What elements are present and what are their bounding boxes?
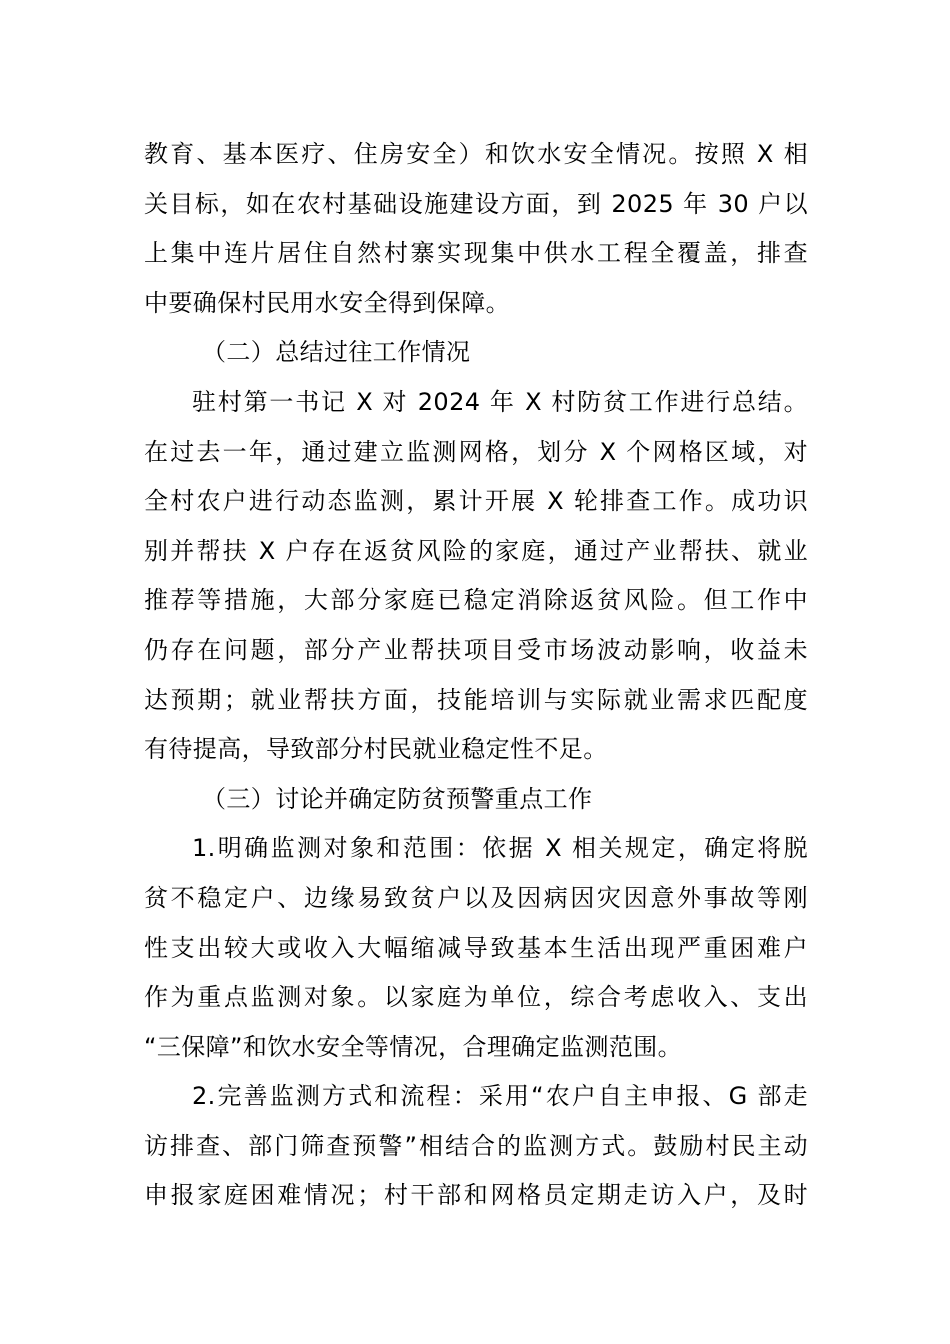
paragraph-line: 性支出较大或收入大幅缩减导致基本生活出现严重困难户 <box>144 933 808 962</box>
paragraph-line: 1.明确监测对象和范围：依据 X 相关规定，确定将脱 <box>192 834 808 863</box>
paragraph-line: 仍存在问题，部分产业帮扶项目受市场波动影响，收益未 <box>144 635 808 664</box>
paragraph-line: 全村农户进行动态监测，累计开展 X 轮排查工作。成功识 <box>144 487 808 516</box>
paragraph-line: 推荐等措施，大部分家庭已稳定消除返贫风险。但工作中 <box>144 586 808 615</box>
paragraph-line: 教育、基本医疗、住房安全）和饮水安全情况。按照 X 相 <box>144 140 808 168</box>
paragraph-line: 2.完善监测方式和流程：采用“农户自主申报、G 部走 <box>192 1082 808 1111</box>
section-heading-2: （二）总结过往工作情况 <box>202 338 471 367</box>
paragraph-line: 访排查、部门筛查预警”相结合的监测方式。鼓励村民主动 <box>144 1131 808 1160</box>
paragraph-line: 作为重点监测对象。以家庭为单位，综合考虑收入、支出 <box>144 983 808 1012</box>
paragraph-line: 有待提高，导致部分村民就业稳定性不足。 <box>144 735 608 764</box>
paragraph-line: 达预期；就业帮扶方面，技能培训与实际就业需求匹配度 <box>144 685 808 714</box>
paragraph-line: 贫不稳定户、边缘易致贫户以及因病因灾因意外事故等刚 <box>144 883 808 912</box>
document-body <box>144 130 808 1221</box>
paragraph-line: 驻村第一书记 X 对 2024 年 X 村防贫工作进行总结。 <box>192 387 808 416</box>
paragraph-line: 中要确保村民用水安全得到保障。 <box>144 288 510 317</box>
paragraph-line: 申报家庭困难情况；村干部和网格员定期走访入户，及时 <box>144 1181 808 1210</box>
paragraph-line: 在过去一年，通过建立监测网格，划分 X 个网格区域，对 <box>144 437 808 466</box>
paragraph-line: 关目标，如在农村基础设施建设方面，到 2025 年 30 户以 <box>144 189 808 218</box>
paragraph-line: 别并帮扶 X 户存在返贫风险的家庭，通过产业帮扶、就业 <box>144 536 808 565</box>
paragraph-line: “三保障”和饮水安全等情况，合理确定监测范围。 <box>144 1032 683 1061</box>
paragraph-line: 上集中连片居住自然村寨实现集中供水工程全覆盖，排查 <box>144 239 808 268</box>
section-heading-3: （三）讨论并确定防贫预警重点工作 <box>202 784 593 813</box>
